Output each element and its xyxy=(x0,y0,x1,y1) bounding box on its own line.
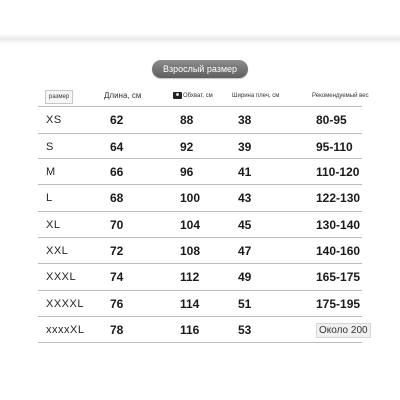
table-row xyxy=(0,212,400,238)
size-cell: XS xyxy=(46,114,62,126)
chest-cell: 114 xyxy=(180,297,200,311)
length-cell: 74 xyxy=(110,270,124,284)
size-cell: XXL xyxy=(46,245,69,257)
shoulder-cell: 47 xyxy=(238,244,252,258)
weight-cell: 95-110 xyxy=(316,140,353,154)
length-cell: 70 xyxy=(110,218,124,232)
top-shadow-band xyxy=(0,0,400,44)
size-cell: L xyxy=(46,192,53,204)
table-row xyxy=(0,264,400,290)
weight-cell: 165-175 xyxy=(316,270,361,284)
chest-cell: 88 xyxy=(180,113,194,127)
size-cell: XXXL xyxy=(46,271,77,283)
chest-cell: 100 xyxy=(180,191,201,205)
table-row xyxy=(0,107,400,133)
chest-cell: 116 xyxy=(180,323,200,337)
weight-cell: 80-95 xyxy=(316,113,347,127)
shoulder-cell: 45 xyxy=(238,218,252,232)
shoulder-cell: 38 xyxy=(238,113,252,127)
shoulder-cell: 53 xyxy=(238,323,252,337)
camera-icon xyxy=(173,92,182,99)
length-cell: 68 xyxy=(110,191,124,205)
size-cell: XL xyxy=(46,219,61,231)
chest-cell: 112 xyxy=(180,270,200,284)
length-cell: 62 xyxy=(110,113,124,127)
header-weight: Рекомендуемый вес xyxy=(312,93,369,99)
weight-cell: 175-195 xyxy=(316,297,361,311)
length-cell: 72 xyxy=(110,244,124,258)
table-row xyxy=(0,317,400,343)
length-cell: 66 xyxy=(110,165,124,179)
chest-cell: 96 xyxy=(180,165,194,179)
weight-cell: 130-140 xyxy=(316,218,361,232)
size-cell: S xyxy=(46,141,54,153)
shoulder-cell: 49 xyxy=(238,270,252,284)
header-shoulder: Ширина плеч, см xyxy=(232,93,280,99)
size-cell: XXXXL xyxy=(46,298,84,310)
length-cell: 78 xyxy=(110,323,124,337)
shoulder-cell: 51 xyxy=(238,297,252,311)
size-cell: xxxxXL xyxy=(46,324,85,336)
table-row xyxy=(0,291,400,317)
table-row xyxy=(0,238,400,264)
shoulder-cell: 43 xyxy=(238,191,252,205)
weight-cell: 122-130 xyxy=(316,191,361,205)
chest-cell: 104 xyxy=(180,218,201,232)
shoulder-cell: 41 xyxy=(238,165,252,179)
length-cell: 64 xyxy=(110,140,124,154)
table-row xyxy=(0,134,400,160)
table-row xyxy=(0,159,400,185)
weight-cell: 140-160 xyxy=(316,244,361,258)
header-chest-label: Обхват, см xyxy=(183,93,213,99)
size-cell: M xyxy=(46,166,56,178)
chest-cell: 108 xyxy=(180,244,201,258)
length-cell: 76 xyxy=(110,297,124,311)
weight-cell: Около 200 xyxy=(316,323,371,338)
chest-cell: 92 xyxy=(180,140,194,154)
header-length: Длина, см xyxy=(104,91,142,100)
header-size: размер xyxy=(45,90,73,104)
header-chest xyxy=(173,86,213,106)
shoulder-cell: 39 xyxy=(238,140,252,154)
table-title: Взрослый размер xyxy=(152,60,248,78)
weight-cell: 110-120 xyxy=(316,165,360,179)
table-row xyxy=(0,185,400,211)
